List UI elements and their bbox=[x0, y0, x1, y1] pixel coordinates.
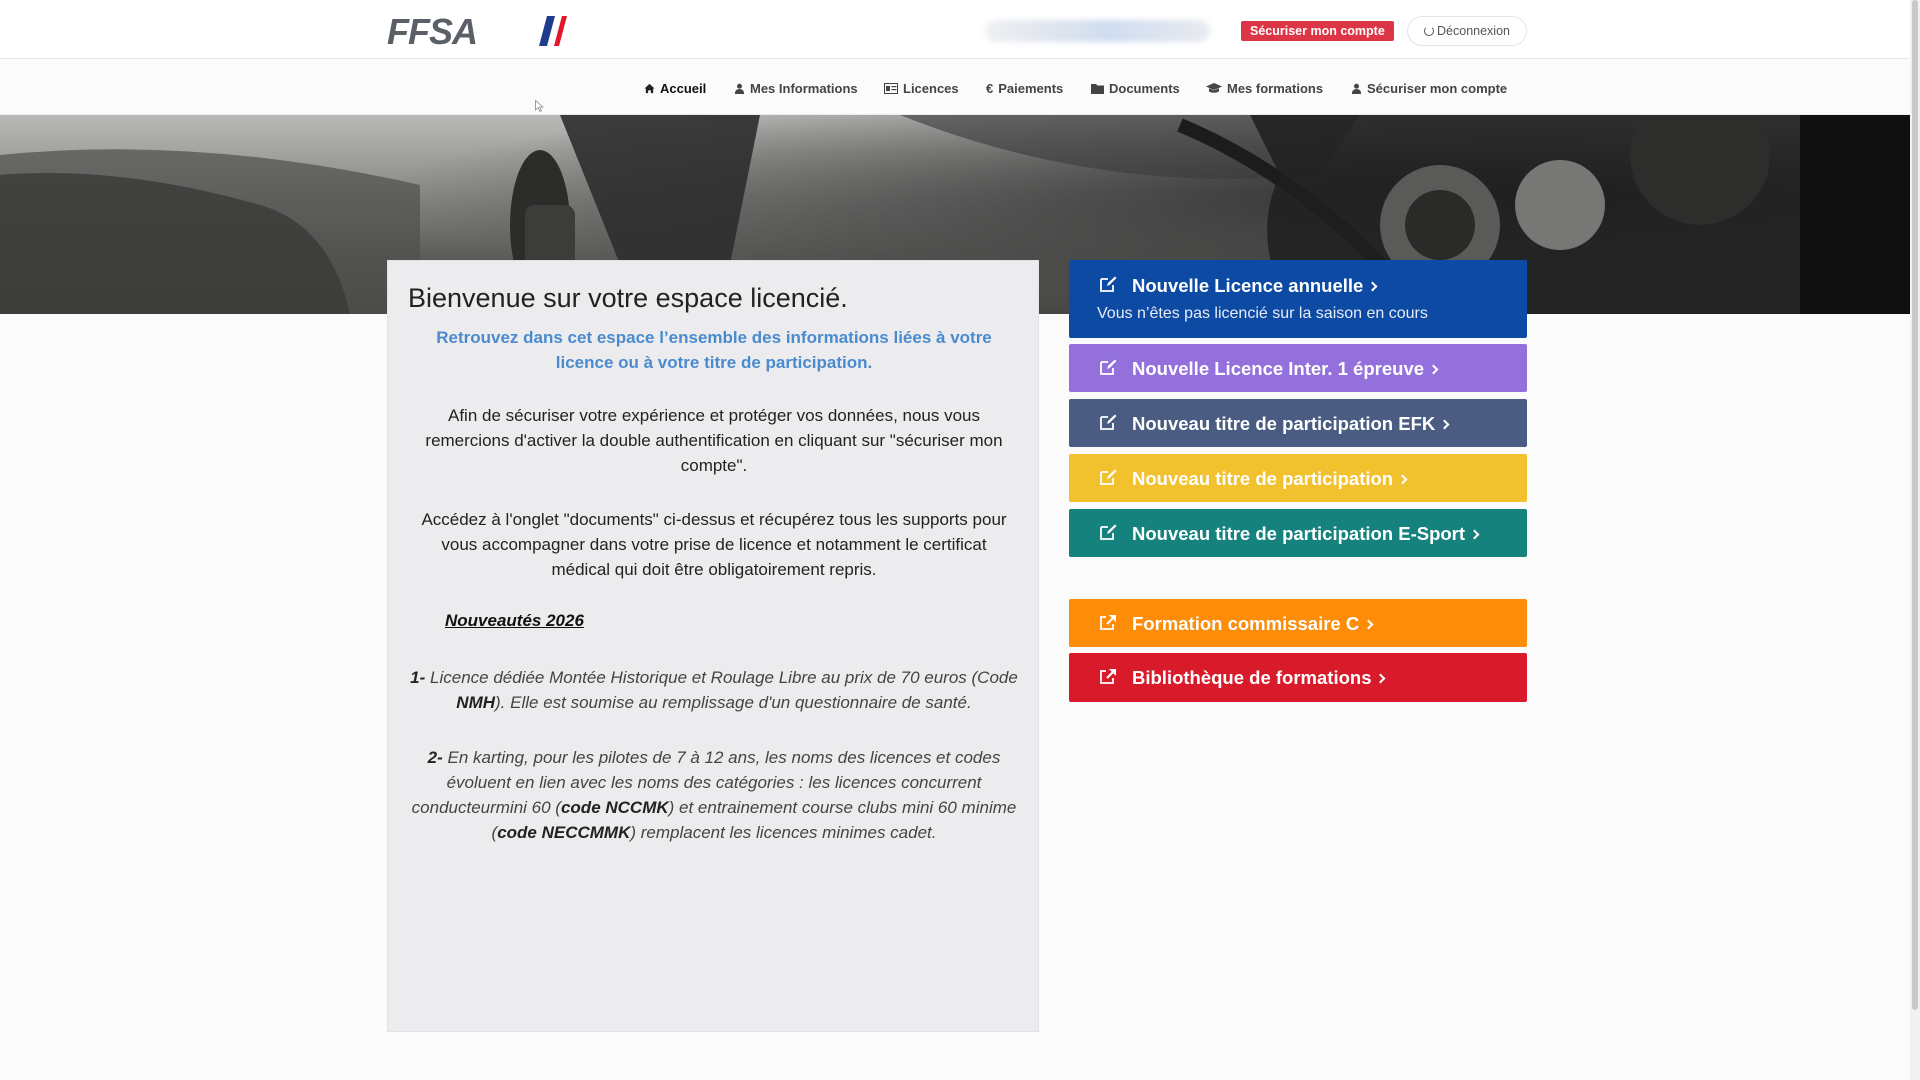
new-esport-participation-button[interactable] bbox=[1069, 509, 1527, 557]
external-link-icon bbox=[1099, 614, 1117, 630]
formation-commissaire-button[interactable] bbox=[1069, 599, 1527, 647]
action-label: Formation commissaire C bbox=[1132, 613, 1360, 634]
chevron-right-icon bbox=[1364, 620, 1374, 630]
action-label: Nouveau titre de participation bbox=[1132, 468, 1394, 489]
nav-label: Mes formations bbox=[1227, 81, 1324, 96]
news-title: Nouveautés 2026 bbox=[445, 611, 584, 630]
external-link-icon bbox=[1099, 668, 1117, 684]
folder-icon bbox=[1091, 83, 1104, 94]
euro-icon: € bbox=[986, 81, 994, 96]
nav-label: Sécuriser mon compte bbox=[1367, 81, 1508, 96]
training-library-button[interactable] bbox=[1069, 653, 1527, 702]
news-number: 2- bbox=[427, 748, 443, 767]
user-name-blurred bbox=[985, 20, 1210, 42]
nav-paiements[interactable] bbox=[986, 81, 1063, 96]
nav-securiser-mon-compte[interactable] bbox=[1351, 81, 1507, 96]
nav-documents[interactable] bbox=[1091, 81, 1180, 96]
page-scrollbar[interactable] bbox=[1910, 0, 1920, 1080]
action-subtitle: Vous n’êtes pas licencié sur la saison en cours bbox=[1097, 305, 1428, 322]
news-item-1 bbox=[410, 665, 1018, 715]
edit-icon bbox=[1099, 276, 1117, 292]
news-text: ). Elle est soumise au remplissage d'un questionnaire de santé. bbox=[495, 693, 972, 712]
news-item-2 bbox=[410, 745, 1018, 845]
chevron-right-icon bbox=[1470, 530, 1480, 540]
main-nav bbox=[0, 60, 1910, 115]
edit-icon bbox=[1099, 359, 1117, 375]
new-annual-licence-button[interactable] bbox=[1069, 260, 1527, 338]
chevron-right-icon bbox=[1429, 365, 1439, 375]
chevron-right-icon bbox=[1368, 282, 1378, 292]
security-paragraph: Afin de sécuriser votre expérience et protéger vos données, nous vous remercions d'activer la double authentification en cliquant sur "sécuriser mon compte". bbox=[425, 406, 1003, 475]
nav-label: Mes Informations bbox=[750, 81, 858, 96]
power-icon bbox=[1424, 26, 1434, 36]
news-number: 1- bbox=[410, 668, 426, 687]
action-label: Nouveau titre de participation E-Sport bbox=[1132, 523, 1466, 544]
nav-label: Licences bbox=[903, 81, 959, 96]
chevron-right-icon bbox=[1376, 674, 1386, 684]
edit-icon bbox=[1099, 524, 1117, 540]
new-efk-participation-button[interactable] bbox=[1069, 399, 1527, 447]
graduation-cap-icon bbox=[1206, 83, 1222, 94]
nav-mes-formations[interactable] bbox=[1206, 81, 1323, 96]
welcome-title: Bienvenue sur votre espace licencié. bbox=[408, 283, 848, 313]
news-text: En karting, pour les pilotes de 7 à 12 ans, les noms des licences et codes évoluent en lien avec les noms des catégories : les licences concurrent conducteurmini 60 ( bbox=[411, 748, 1001, 817]
top-bar bbox=[0, 0, 1910, 59]
user-icon bbox=[734, 83, 745, 94]
action-label: Nouvelle Licence annuelle bbox=[1132, 275, 1364, 296]
news-text: ) remplacent les licences minimes cadet. bbox=[630, 823, 937, 842]
mouse-cursor-icon bbox=[535, 100, 544, 112]
news-text: Licence dédiée Montée Historique et Roulage Libre au prix de 70 euros (Code bbox=[425, 668, 1018, 687]
scrollbar-thumb[interactable] bbox=[1912, 0, 1918, 1010]
edit-icon bbox=[1099, 414, 1117, 430]
action-label: Nouvelle Licence Inter. 1 épreuve bbox=[1132, 358, 1425, 379]
new-licence-inter-button[interactable] bbox=[1069, 344, 1527, 392]
home-icon bbox=[644, 83, 655, 94]
news-text: ) et entrainement course clubs mini 60 minime ( bbox=[491, 798, 1017, 842]
documents-paragraph: Accédez à l'onglet "documents" ci-dessus et récupérez tous les supports pour vous accompagner dans votre prise de licence et notamment le certificat médical qui doit être obligatoirement repris. bbox=[421, 510, 1007, 579]
nav-label: Accueil bbox=[660, 81, 707, 96]
logout-label: Déconnexion bbox=[1437, 24, 1510, 38]
id-card-icon bbox=[884, 83, 898, 94]
news-code: code NECCMMK bbox=[497, 823, 631, 842]
svg-text:FFSA: FFSA bbox=[387, 14, 477, 48]
edit-icon bbox=[1099, 469, 1117, 485]
nav-mes-informations[interactable] bbox=[734, 81, 858, 96]
logout-button[interactable] bbox=[1407, 16, 1527, 46]
welcome-lead: Retrouvez dans cet espace l’ensemble des informations liées à votre licence ou à votre titre de participation. bbox=[436, 328, 992, 372]
action-label: Bibliothèque de formations bbox=[1132, 667, 1372, 688]
news-code: code NCCMK bbox=[560, 798, 669, 817]
nav-licences[interactable] bbox=[884, 81, 959, 96]
nav-label: Paiements bbox=[998, 81, 1064, 96]
new-participation-button[interactable] bbox=[1069, 454, 1527, 502]
secure-account-button[interactable]: Sécuriser mon compte bbox=[1241, 21, 1394, 41]
nav-accueil[interactable] bbox=[644, 81, 706, 96]
user-icon bbox=[1351, 83, 1362, 94]
chevron-right-icon bbox=[1398, 475, 1408, 485]
news-code: NMH bbox=[456, 693, 496, 712]
nav-label: Documents bbox=[1109, 81, 1180, 96]
chevron-right-icon bbox=[1440, 420, 1450, 430]
ffsa-logo[interactable] bbox=[387, 14, 567, 48]
welcome-panel bbox=[387, 260, 1039, 1032]
action-label: Nouveau titre de participation EFK bbox=[1132, 413, 1436, 434]
